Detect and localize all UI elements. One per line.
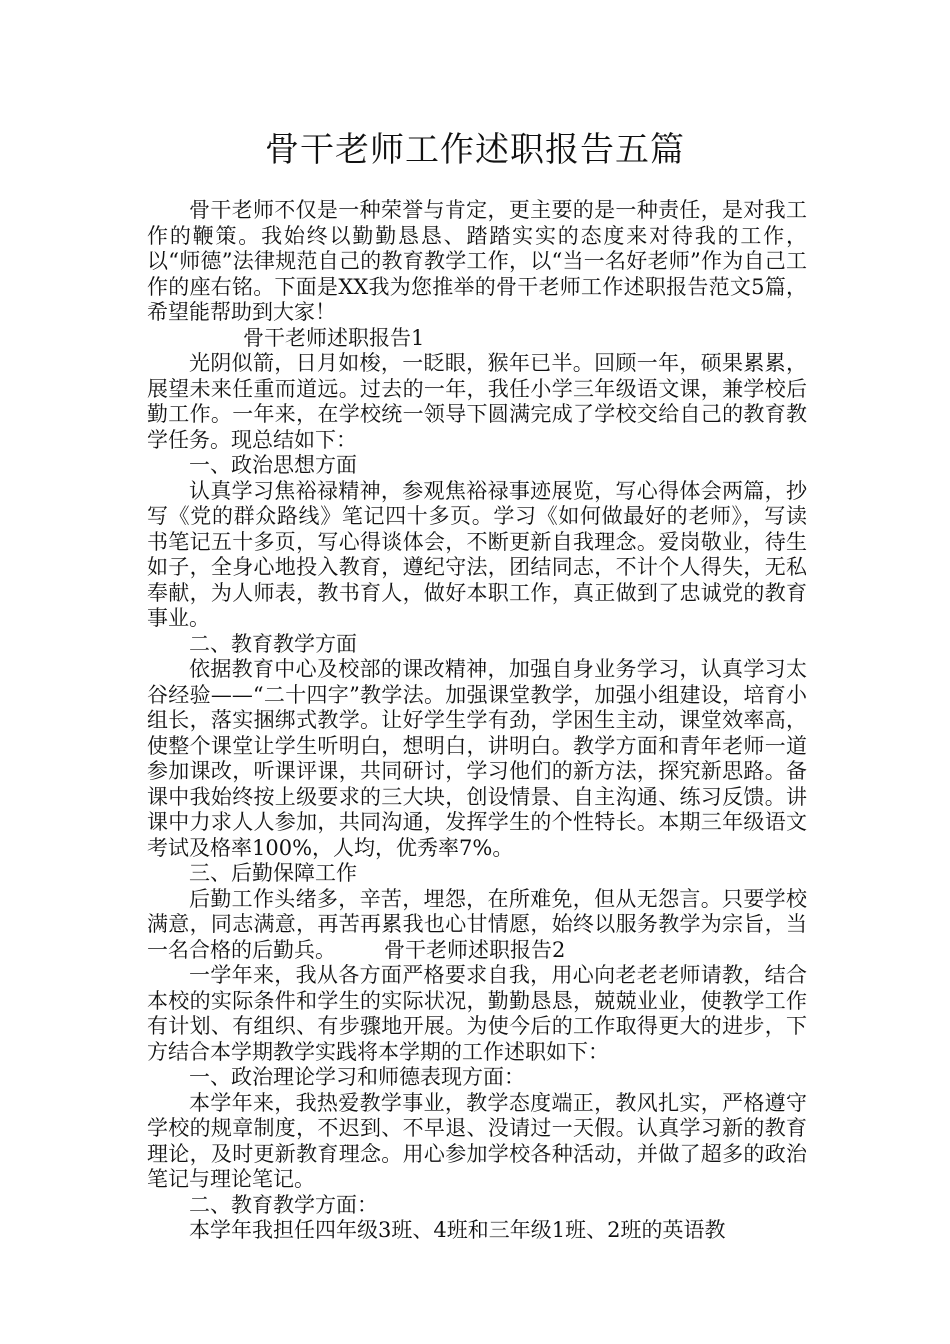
intro-paragraph: 骨干老师不仅是一种荣誉与肯定，更主要的是一种责任，是对我工作的鞭策。我始终以勤勤恳恳、踏踏实实的态度来对待我的工作，以“师德”法律规范自己的教育教学工作，以“当一名好老师”作为自己工作的座右铭。下面是XX我为您推举的骨干老师工作述职报告范文5篇，希望能帮助到大家！ [147,198,807,324]
report2-section2-title: 二、教育教学方面： [189,1192,378,1217]
report2-section1-title: 一、政治理论学习和师德表现方面： [189,1065,525,1089]
report1-section2-title: 二、教育教学方面 [189,631,357,656]
report1-heading: 骨干老师述职报告1 [243,325,425,350]
report1-section3-text: 后勤工作头绪多，辛苦，埋怨，在所难免，但从无怨言。只要学校满意，同志满意，再苦再累我也心甘情愿，始终以服务教学为宗旨，当一名合格的后勤兵。 [147,886,807,962]
report1-section1-text: 认真学习焦裕禄精神，参观焦裕禄事迹展览，写心得体会两篇，抄写《党的群众路线》笔记四十多页。学习《如何做最好的老师》，写读书笔记五十多页，写心得谈体会，不断更新自我理念。爱岗敬业，待生如子，全身心地投入教育，遵纪守法，团结同志，不计个人得失，无私奉献，为人师表，教书育人，做好本职工作，真正做到了忠诚党的教育事业。 [147,478,807,630]
report2-section2-text: 本学年我担任四年级3班、4班和三年级1班、2班的英语教 [189,1218,726,1242]
report1-section3-paragraph [147,887,807,964]
report1-section2-text: 依据教育中心及校部的课改精神，加强自身业务学习，认真学习太谷经验——“二十四字”教学法。加强课堂教学，加强小组建设，培育小组长，落实捆绑式教学。让好学生学有劲，学困生主动，课堂效率高，使整个课堂让学生听明白，想明白，讲明白。教学方面和青年老师一道参加课改，听课评课，共同研讨，学习他们的新方法，探究新思路。备课中我始终按上级要求的三大块，创设情景、自主沟通、练习反馈。讲课中力求人人参加，共同沟通，发挥学生的个性特长。本期三年级语文考试及格率100%，人均，优秀率7%。 [147,657,807,860]
document-body [147,198,807,1244]
report1-opening: 光阴似箭，日月如梭，一眨眼，猴年已半。回顾一年，硕果累累，展望未来任重而道远。过去的一年，我任小学三年级语文课，兼学校后勤工作。一年来，在学校统一领导下圆满完成了学校交给自己的教育教学任务。现总结如下： [147,351,807,452]
report2-opening: 一学年来，我从各方面严格要求自我，用心向老老老师请教，结合本校的实际条件和学生的实际状况，勤勤恳恳，兢兢业业，使教学工作有计划、有组织、有步骤地开展。为使今后的工作取得更大的进步，下方结合本学期教学实践将本学期的工作述职如下： [147,963,807,1064]
report2-heading: 骨干老师述职报告2 [384,937,566,962]
report2-section1-text: 本学年来，我热爱教学事业，教学态度端正，教风扎实，严格遵守学校的规章制度，不迟到、不早退、没请过一天假。认真学习新的教育理论，及时更新教育理念。用心参加学校各种活动，并做了超多的政治笔记与理论笔记。 [147,1090,807,1191]
report1-section3-title: 三、后勤保障工作 [189,861,357,885]
document-title: 骨干老师工作述职报告五篇 [265,130,685,170]
report1-section1-title: 一、政治思想方面 [189,453,357,477]
